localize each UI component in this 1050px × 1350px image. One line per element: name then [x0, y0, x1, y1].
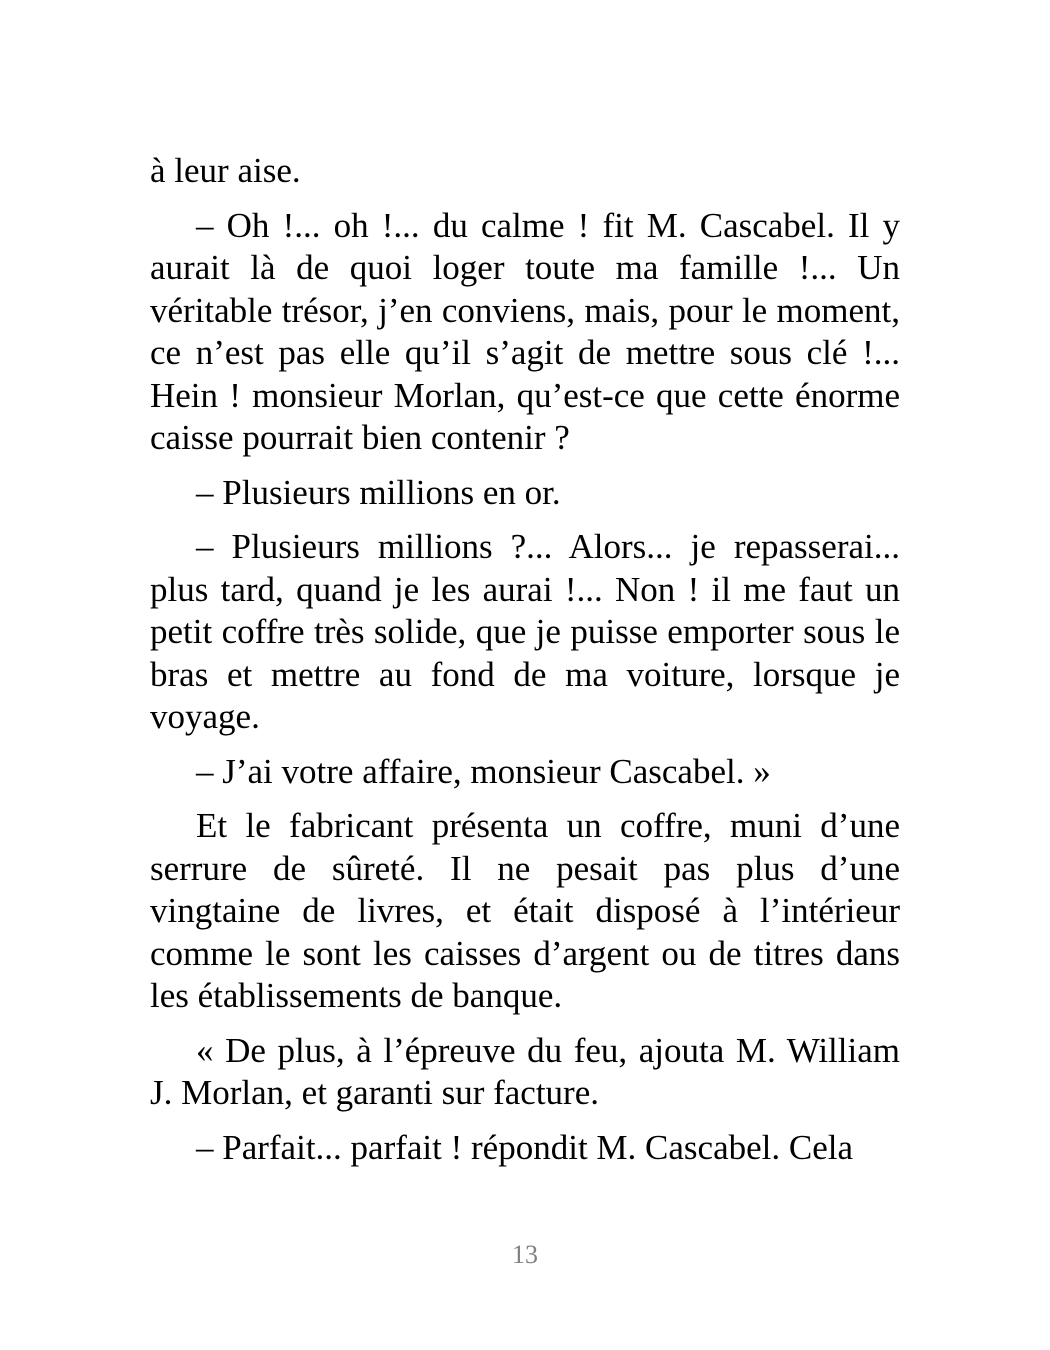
paragraph: – Parfait... parfait ! répondit M. Cascabel. Cela	[196, 1127, 854, 1167]
paragraph: « De plus, à l’épreuve du feu, ajouta M. William J. Morlan, et garanti sur facture.	[150, 1030, 900, 1112]
paragraph: Et le fabricant présenta un coffre, muni d’une serrure de sûreté. Il ne pesait pas plus d’une vingtaine de livres, et était disposé à l’intérieur comme le sont les caisses d’argent ou de titres dans les établissements de banque.	[150, 806, 900, 1015]
paragraph: – Plusieurs millions en or.	[196, 472, 561, 512]
paragraph: – J’ai votre affaire, monsieur Cascabel. »	[196, 751, 771, 791]
page-number: 13	[512, 1240, 538, 1269]
page-body	[150, 150, 900, 1181]
paragraph: – Plusieurs millions ?... Alors... je repasserai... plus tard, quand je les aurai !... Non ! il me faut un petit coffre très solide, que je puisse emporter sous le bras et mettre au fond de ma voiture, lorsque je voyage.	[150, 527, 900, 736]
paragraph: – Oh !... oh !... du calme ! fit M. Cascabel. Il y aurait là de quoi loger toute ma famille !... Un véritable trésor, j’en conviens, mais, pour le moment, ce n’est pas elle qu’il s’agit de mettre sous clé !... Hein ! monsieur Morlan, qu’est-ce que cette énorme caisse pourrait bien contenir ?	[150, 205, 900, 457]
paragraph: à leur aise.	[150, 151, 301, 190]
